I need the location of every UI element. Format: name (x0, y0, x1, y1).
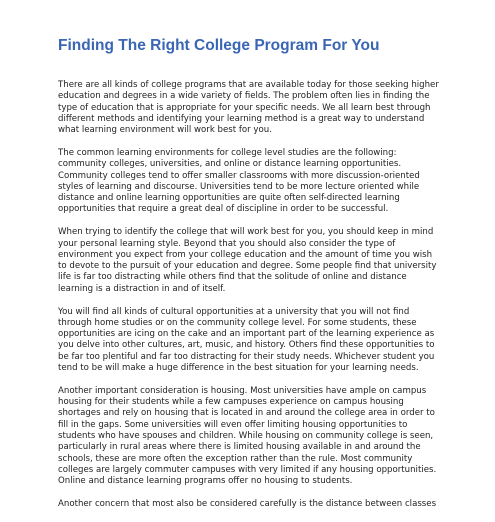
paragraph (58, 499, 478, 510)
paragraph-line: Another important consideration is housing. Most universities have ample on campus (58, 385, 427, 396)
paragraph-line: life is far too distracting while others find that the solitude of online and distance (58, 272, 407, 283)
paragraph-line: you delve into other cultures, art, music, and history. Others find these opportunities to (58, 340, 435, 351)
paragraph-line: through home studies or on the community college level. For some students, these (58, 317, 417, 328)
paragraph-line: housing for their students while a few campuses experience on campus housing (58, 397, 404, 408)
paragraph-line: opportunities that require a great deal of discipline in order to be successful. (58, 204, 389, 215)
paragraph-line: different methods and identifying your learning method is a great way to understand (58, 113, 425, 124)
paragraph (58, 80, 478, 136)
paragraph-line: what learning environment will work best for you. (58, 125, 272, 136)
paragraph-line: colleges are largely commuter campuses with very limited if any housing opportunities. (58, 464, 437, 475)
paragraph-line: Another concern that most also be considered carefully is the distance between classes (58, 499, 437, 509)
paragraph (58, 386, 478, 488)
paragraph-line: tend to be will make a huge difference in the best situation for your learning needs. (58, 363, 419, 374)
paragraph-line: particularly in rural areas where there is limited housing available in and around the (58, 442, 421, 453)
document-title: Finding The Right College Program For You (58, 37, 380, 54)
paragraph-line: shortages and rely on housing that is located in and around the college area in order to (58, 408, 435, 419)
paragraph-line: You will find all kinds of cultural opportunities at a university that you will not find (58, 306, 410, 317)
paragraph-line: education and degrees in a wide variety of fields. The problem often lies in finding the (58, 91, 430, 102)
paragraph-line: The common learning environments for college level studies are the following: (58, 147, 397, 158)
paragraph-line: Community colleges tend to offer smaller classrooms with more discussion-oriented (58, 170, 420, 181)
paragraph-line: There are all kinds of college programs that are available today for those seeking higher (58, 80, 439, 90)
paragraph (58, 227, 478, 295)
paragraph-line: community colleges, universities, and online or distance learning opportunities. (58, 159, 402, 170)
paragraph-line: opportunities are icing on the cake and an important part of the learning experience as (58, 329, 435, 340)
paragraph (58, 307, 478, 375)
paragraph-line: fill in the gaps. Some universities will even offer limiting housing opportunities to (58, 419, 408, 430)
paragraph-line: When trying to identify the college that will work best for you, you should keep in mind (58, 227, 434, 238)
paragraph-line: be far too plentiful and far too distracting for their study needs. Whichever student you (58, 351, 435, 362)
paragraph-line: to devote to the pursuit of your education and degree. Some people find that university (58, 261, 437, 272)
paragraph (58, 148, 478, 216)
paragraph-line: students who have spouses and children. While housing on community college is seen, (58, 431, 434, 442)
paragraph-line: styles of learning and discourse. Universities tend to be more lecture oriented while (58, 181, 420, 192)
paragraph-line: Online and distance learning programs offer no housing to students. (58, 476, 353, 487)
paragraph-line: your personal learning style. Beyond that you should also consider the type of (58, 238, 396, 249)
paragraph-line: distance and online learning opportunities are quite often self-directed learning (58, 193, 400, 204)
paragraph-line: learning is a distraction in and of itself. (58, 283, 226, 294)
paragraph-line: environment you expect from your college education and the amount of time you wish (58, 249, 433, 260)
paragraph-line: schools, these are more often the exception rather than the rule. Most community (58, 453, 413, 464)
document-body (58, 80, 478, 522)
paragraph-line: type of education that is appropriate for your specific needs. We all learn best through (58, 102, 431, 113)
